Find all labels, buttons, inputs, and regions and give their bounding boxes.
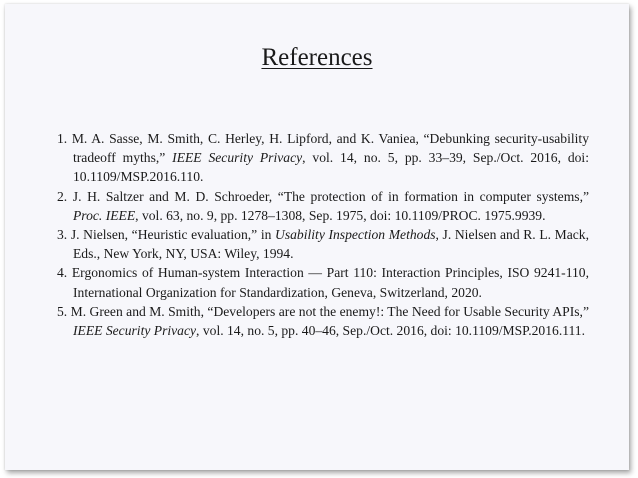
reference-number: 5. — [57, 303, 68, 319]
reference-list — [57, 129, 589, 340]
reference-venue: IEEE Security Privacy — [73, 323, 197, 339]
reference-number: 4. — [57, 265, 68, 281]
reference-text: M. A. Sasse, M. Smith, C. Herley, H. Lipford, and K. Vaniea, “Debunking security-usability tradeoff myths,” — [71, 131, 589, 166]
reference-number: 2. — [57, 188, 68, 204]
reference-details: , vol. 14, no. 5, pp. 40–46, Sep./Oct. 2016, doi: 10.1109/MSP.2016.111. — [196, 323, 585, 339]
reference-venue: IEEE Security Privacy — [172, 150, 303, 166]
reference-number: 3. — [57, 227, 68, 243]
slide — [5, 4, 629, 470]
reference-text: J. H. Saltzer and M. D. Schroeder, “The protection of in formation in computer systems,” — [72, 188, 590, 204]
reference-venue: Usability Inspection Methods — [275, 227, 436, 243]
reference-text: M. Green and M. Smith, “Developers are not the enemy!: The Need for Usable Security APIs,” — [70, 303, 589, 319]
reference-number: 1. — [57, 131, 68, 146]
reference-item — [57, 187, 589, 225]
reference-item — [57, 302, 589, 340]
reference-details: , vol. 14, no. 5, pp. 33–39, Sep./Oct. 2016, doi: 10.1109/MSP.2016.110. — [73, 150, 589, 185]
reference-text: J. Nielsen, “Heuristic evaluation,” in — [70, 227, 276, 243]
reference-details: , J. Nielsen and R. L. Mack, Eds., New York, NY, USA: Wiley, 1994. — [73, 227, 589, 262]
reference-details: , vol. 63, no. 9, pp. 1278–1308, Sep. 1975, doi: 10.1109/PROC. 1975.9939. — [135, 207, 546, 223]
reference-item — [57, 129, 589, 187]
reference-text: Ergonomics of Human-system Interaction — Part 110: Interaction Principles, ISO 9241-110, International Organization for Standardization, Geneva, Switzerland, 2020. — [71, 265, 589, 300]
reference-item — [57, 225, 589, 263]
reference-venue: Proc. IEEE — [73, 207, 136, 223]
reference-item — [57, 263, 589, 301]
slide-title: References — [261, 44, 373, 71]
